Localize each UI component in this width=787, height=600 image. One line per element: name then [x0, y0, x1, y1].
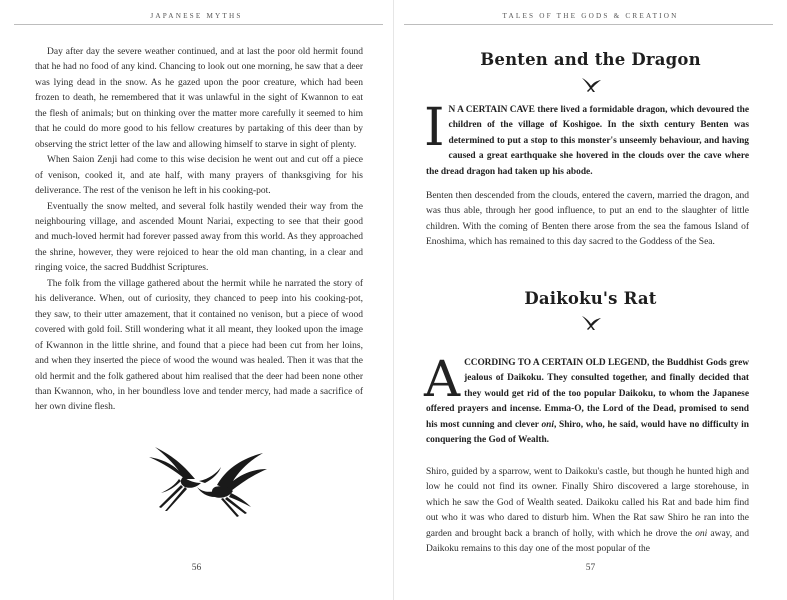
- body-oni: oni: [695, 528, 708, 539]
- drop-cap: I: [424, 98, 445, 158]
- crane-right-tail: [229, 493, 251, 507]
- intro-text: there lived a formidable dragon, which devoured the children of the village of Koshigoe. In the sixth century Benten was determined to put a stop to this monster's unseemly behaviour, and having caused a great earthquake she hovered in the clouds over the cave where the dread dragon had taken up his abode.: [426, 105, 750, 177]
- lead-in: CCORDING TO A CERTAIN OLD LEGEND,: [464, 358, 650, 368]
- paragraph: When Saion Zenji had come to this wise decision he went out and cut off a piece of venison, cooked it, and ate half, with many prayers of thanksgiving for his deliverance. The rest of the venison he left in his cooking-pot.: [35, 155, 363, 197]
- story-title-daikoku: Daikoku's Rat: [524, 289, 657, 308]
- story-intro-daikoku: [424, 350, 750, 448]
- header-rule-left: [14, 24, 383, 25]
- crane-left-legs: [159, 485, 187, 511]
- page-number-right: 57: [585, 563, 596, 573]
- intro-oni: oni: [541, 419, 554, 430]
- flying-cranes-illustration: [135, 441, 275, 517]
- crane-left-neck: [199, 467, 221, 483]
- header-rule-right: [404, 24, 773, 25]
- story-body-daikoku: [426, 465, 749, 558]
- paragraph: Eventually the snow melted, and several folk hastily wended their way from the neighbouring village, and ascended Mount Nariai, expecting to see that their good and much-loved hermit had forever passed away from this world. As they approached the shrine, however, they were rejoiced to hear the old man chanting, in a clear and ringing voice, the sacred Buddhist Scriptures.: [35, 201, 363, 274]
- story-body-benten: [426, 189, 749, 251]
- story-intro-benten: [424, 98, 750, 180]
- body-text: Shiro, guided by a sparrow, went to Daikoku's castle, but though he hunted high and low he could not find its owner. Finally Shiro discovered a large storehouse, in which he saw the God of Wealth seated. Daikoku called his Rat and bade him find out who it was who dared to disturb him. When the Rat saw Shiro he ran into the garden and brought back a branch of holly, with which he drove the: [426, 467, 749, 539]
- running-head-left: JAPANESE MYTHS: [150, 12, 243, 20]
- left-body-text: [35, 45, 363, 416]
- crane-ornament-icon: [580, 314, 602, 332]
- paragraph: The folk from the village gathered about the hermit while he narrated the story of his deliverance. When, out of curiosity, they chanced to peep into his cooking-pot, they saw, to their utter amazement, that it contained no venison, but a piece of wood covered with gold foil. Still wondering what it all meant, they looked upon the image of Kwannon in the little shrine, and found that a piece had been cut from her loins, and when they inserted the piece of wood the wound was healed. Then it was that the old hermit and the folk gathered about him realised that the deer had been none other than Kwannon, who, in her boundless love and tender mercy, had made a sacrifice of her own divine flesh.: [35, 278, 363, 413]
- body-text: away, and Daikoku remains to this day one of the most popular of the: [426, 528, 749, 555]
- left-page: [0, 0, 393, 600]
- running-head-right: TALES OF THE GODS & CREATION: [502, 12, 679, 20]
- story-title-benten: Benten and the Dragon: [480, 50, 701, 69]
- crane-right-legs: [221, 497, 247, 517]
- intro-text: the Buddhist Gods grew jealous of Daikoku. They consulted together, and finally decided that they would get rid of the too popular Daikoku, to whom the Japanese offered prayers and incense. Emma-O, the Lord of the Dead, promised to send his most cunning and clever: [426, 358, 750, 430]
- paragraph: Day after day the severe weather continued, and at last the poor old hermit found that he had no food of any kind. Chancing to look out one morning, he saw that a deer was lying dead in the snow. As he gazed upon the poor creature, which had been frozen to death, he remembered that it was unlawful in the sight of Kwannon to eat the flesh of animals; but on thinking over the matter more carefully it seemed to him that he could do more good to his fellow creatures by partaking of this deer than by observing the strict letter of the law and allowing himself to starve in sight of plenty.: [35, 47, 363, 150]
- paragraph: [426, 465, 749, 558]
- crane-left-wing-upper: [149, 447, 195, 479]
- paragraph: Benten then descended from the clouds, entered the cavern, married the dragon, and was thus able, through her good influence, to put an end to the slaughter of little children. With the coming of Benten there arose from the sea the famous Island of Enoshima, which has remained to this day sacred to the Goddess of the Sea.: [426, 191, 749, 248]
- lead-in: N A CERTAIN CAVE: [448, 105, 535, 115]
- intro-text: , Shiro, who, he said, would have no difficulty in conquering the God of Wealth.: [426, 419, 749, 446]
- crane-ornament-icon: [580, 76, 602, 94]
- right-page: [394, 0, 787, 600]
- crane-right-neck: [197, 487, 215, 497]
- crane-right-wing: [217, 453, 267, 491]
- drop-cap: A: [424, 350, 461, 408]
- page-number-left: 56: [191, 563, 202, 573]
